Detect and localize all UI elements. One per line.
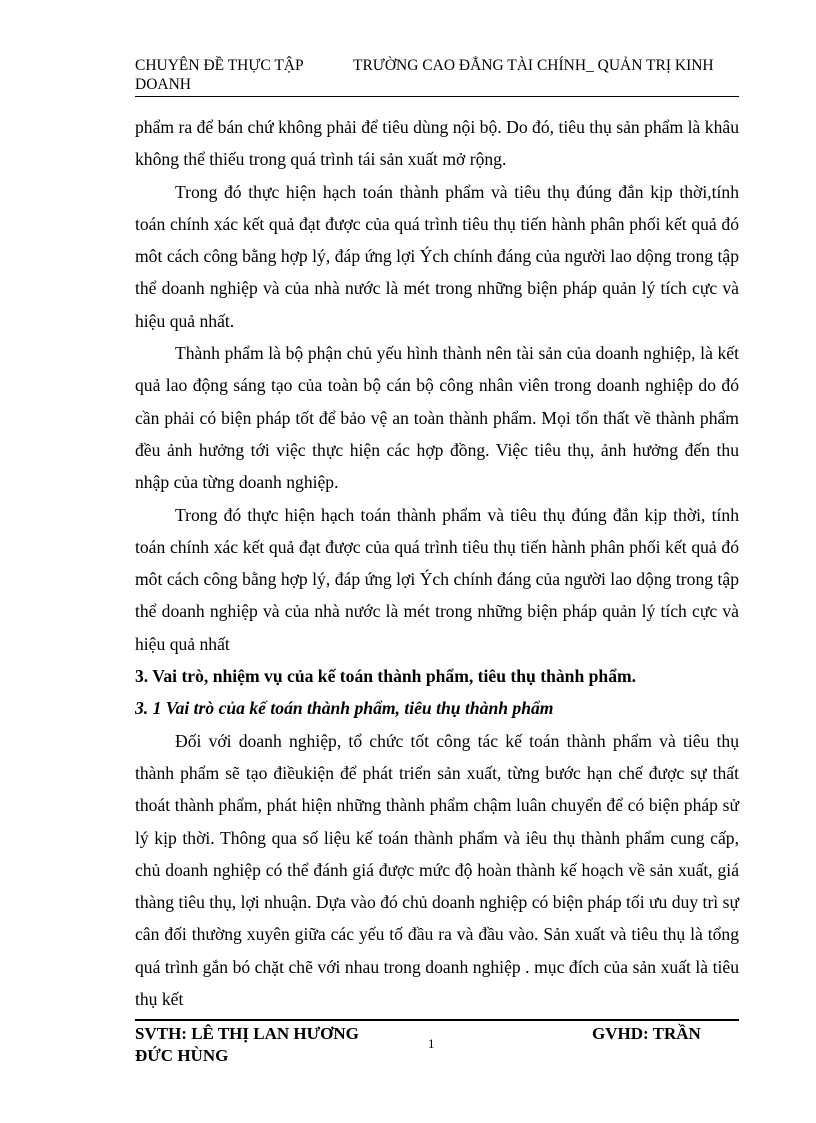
header-left-line1: CHUYÊN ĐỀ THỰC TẬP — [135, 57, 304, 74]
footer-divider — [135, 1019, 739, 1021]
page-number: 1 — [428, 1036, 435, 1051]
header-divider — [135, 96, 739, 97]
section-heading-3: 3. Vai trò, nhiệm vụ của kế toán thành phẩm, tiêu thụ thành phẩm. — [135, 666, 637, 687]
paragraph-3: Thành phẩm là bộ phận chủ yếu hình thành nên tài sản của doanh nghiệp, là kết quả lao động sáng tạo của toàn bộ cán bộ công nhân viên trong doanh nghiệp do đó cần phải có biện pháp tốt để bảo vệ an toàn thành phẩm. Mọi tổn thất về thành phẩm đều ảnh hưởng tới việc thực hiện các hợp đồng. Việc tiêu thụ, ảnh hưởng đến thu nhập của từng doanh nghiệp. — [135, 343, 739, 493]
subsection-heading-3-1: 3. 1 Vai trò của kế toán thành phẩm, tiêu thụ thành phẩm — [135, 698, 554, 719]
page-footer — [135, 1023, 739, 1073]
paragraph-5: Đối với doanh nghiệp, tổ chức tốt công tác kế toán thành phẩm và tiêu thụ thành phẩm sẽ tạo điềukiện để phát triển sản xuất, từng bước hạn chế được sự thất thoát thành phẩm, phát hiện những thành phẩm chậm luân chuyển để có biện pháp sử lý kịp thời. Thông qua số liệu kế toán thành phẩm và iêu thụ thành phẩm cung cấp, chủ doanh nghiệp có thể đánh giá được mức độ hoàn thành kế hoạch về sản xuất, giá thàng tiêu thụ, lợi nhuận. Dựa vào đó chủ doanh nghiệp có biện pháp tối ưu duy trì sự cân đối thường xuyên giữa các yếu tố đầu ra và đầu vào. Sản xuất và tiêu thụ là tổng quá trình gắn bó chặt chẽ với nhau trong doanh nghiệp . mục đích của sản xuất là tiêu thụ kết — [135, 730, 739, 1010]
footer-student-line2: ĐỨC HÙNG — [135, 1046, 229, 1065]
header-left-line2: DOANH — [135, 76, 191, 93]
paragraph-2: Trong đó thực hiện hạch toán thành phẩm và tiêu thụ đúng đắn kịp thời,tính toán chính xác kết quả đạt được của quá trình tiêu thụ tiến hành phân phối kết quả đó môt cách công bằng hợp lý, đáp ứng lợi Ých chính đáng của người lao dộng trong tập thể doanh nghiệp và của nhà nước là mét trong những biện pháp quản lý tích cực và hiệu quả nhất. — [135, 181, 739, 331]
paragraph-4: Trong đó thực hiện hạch toán thành phẩm và tiêu thụ đúng đắn kịp thời, tính toán chính xác kết quả đạt được của quá trình tiêu thụ tiến hành phân phối kết quả đó môt cách công bằng hợp lý, đáp ứng lợi Ých chính đáng của người lao dộng trong tập thể doanh nghiệp và của nhà nước là mét trong những biện pháp quản lý tích cực và hiệu quả nhất — [135, 504, 739, 654]
footer-advisor: GVHD: TRẦN — [592, 1024, 701, 1043]
document-body — [135, 111, 739, 1015]
paragraph-1: phẩm ra để bán chứ không phải để tiêu dùng nội bộ. Do đó, tiêu thụ sản phẩm là khâu không thể thiếu trong quá trình tái sản xuất mở rộng. — [135, 117, 739, 170]
header-right: TRƯỜNG CAO ĐẲNG TÀI CHÍNH_ QUẢN TRỊ KINH — [353, 57, 714, 74]
footer-student-line1: SVTH: LÊ THỊ LAN HƯƠNG — [135, 1024, 359, 1043]
